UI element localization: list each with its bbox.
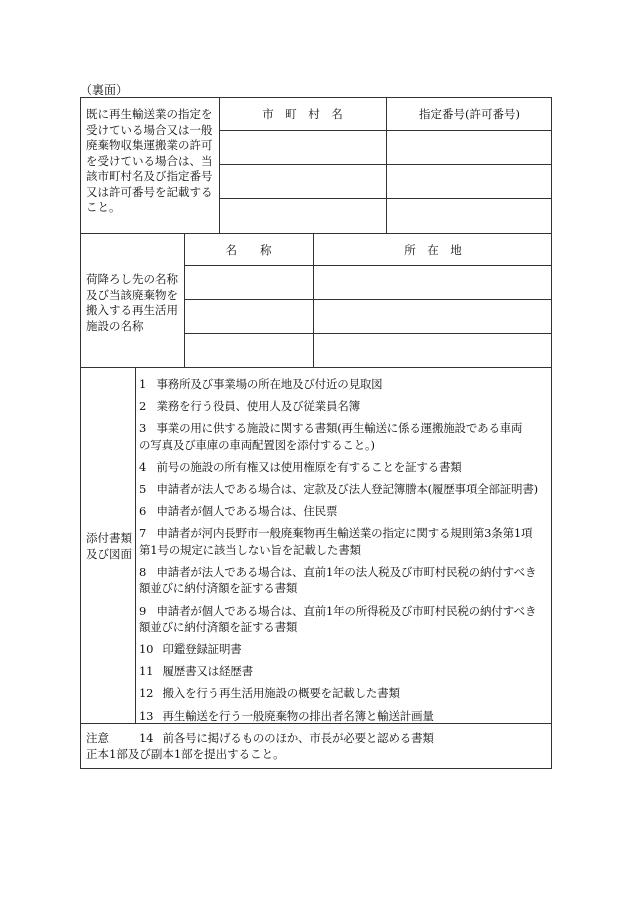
municipality-name-field-2[interactable] [220,165,385,197]
list-item: 11 履歴書又は経歴書 [139,664,253,679]
designation-number-header: 指定番号(許可番号) [419,107,520,121]
designation-number-field-3[interactable] [387,199,552,232]
page-label: （裏面） [80,83,129,97]
list-item: 3 事業の用に供する施設に関する書類(再生輸送に係る運搬施設である車両 の写真及び車庫の車両配置図を添付すること。) [139,421,523,452]
unloading-destination-section [81,234,551,368]
designation-number-field-2[interactable] [387,165,552,197]
facility-address-field-3[interactable] [314,334,552,366]
list-item: 2 業務を行う役員、使用人及び従業員名簿 [139,399,360,414]
facility-name-field-3[interactable] [185,334,312,366]
facility-address-header: 所 在 地 [404,243,462,257]
list-item: 6 申請者が個人である場合は、住民票 [139,504,338,519]
municipality-name-header: 市 町 村 名 [262,107,343,121]
existing-designation-section [81,98,551,234]
attached-documents-label: 添付書類 及び図面 [86,531,132,561]
application-form-back [80,97,552,769]
notes-title: 注意 [86,731,109,745]
facility-name-header: 名 称 [225,243,272,257]
facility-address-field-1[interactable] [314,266,552,298]
notes [86,730,285,762]
municipality-name-field-1[interactable] [220,131,385,163]
attached-documents-list [139,376,547,752]
existing-designation-label: 既に再生輸送業の指定を 受けている場合又は一般 廃棄物収集運搬業の許可 を受けている場合は、当 該市町村名及び指定番号 又は許可番号を記載する こと。 [86,107,213,214]
list-item: 13 再生輸送を行う一般廃棄物の排出者名簿と輸送計画量 [139,708,434,723]
list-item: 4 前号の施設の所有権又は使用権原を有することを証する書類 [139,459,462,474]
notes-text: 正本1部及び副本1部を提出すること。 [86,747,285,761]
list-item: 5 申請者が法人である場合は、定款及び法人登記簿謄本(履歴事項全部証明書) [139,481,538,496]
list-item: 10 印鑑登録証明書 [139,642,242,657]
list-item: 7 申請者が河内長野市一般廃棄物再生輸送業の指定に関する規則第3条第1項 第1号の規定に該当しない旨を記載した書類 [139,526,533,557]
list-item: 14 前各号に掲げるもののほか、市長が必要と認める書類 [139,730,434,745]
facility-name-field-1[interactable] [185,266,312,298]
list-item: 8 申請者が法人である場合は、直前1年の法人税及び市町村民税の納付すべき 額並びに納付済額を証する書類 [139,564,537,596]
municipality-name-field-3[interactable] [220,199,385,232]
designation-number-field-1[interactable] [387,131,552,163]
list-item: 12 搬入を行う再生活用施設の概要を記載した書類 [139,686,400,701]
list-item: 1 事務所及び事業場の所在地及び付近の見取図 [139,377,383,391]
list-item: 9 申請者が個人である場合は、直前1年の所得税及び市町村民税の納付すべき 額並びに納付済額を証する書類 [139,603,537,635]
notes-section [81,724,551,770]
facility-name-field-2[interactable] [185,300,312,332]
unloading-destination-label: 荷降ろし先の名称 及び当該廃棄物を 搬入する再生活用 施設の名称 [86,272,178,333]
facility-address-field-2[interactable] [314,300,552,332]
